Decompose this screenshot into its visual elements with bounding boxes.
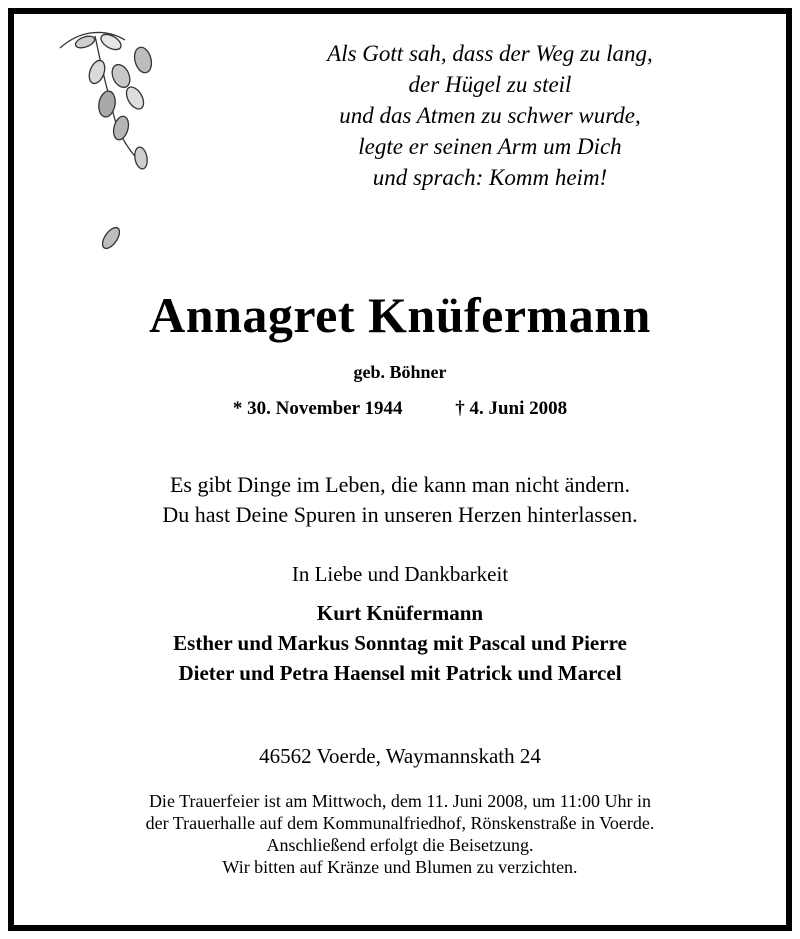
life-dates <box>0 398 800 420</box>
poem-line: und das Atmen zu schwer wurde, <box>339 103 641 128</box>
quote <box>0 470 800 530</box>
mourner-line: Esther und Markus Sonntag mit Pascal und Pierre <box>173 631 627 655</box>
gratitude-line: In Liebe und Dankbarkeit <box>291 562 509 586</box>
mourner-line: Kurt Knüfermann <box>316 601 484 625</box>
birth-date: * 30. November 1944 <box>232 398 403 419</box>
service-line: Wir bitten auf Kränze und Blumen zu verzichten. <box>222 857 578 877</box>
service-info <box>0 790 800 878</box>
quote-line: Du hast Deine Spuren in unseren Herzen hinterlassen. <box>162 502 638 527</box>
leaves-ornament <box>55 20 165 260</box>
service-line: Die Trauerfeier ist am Mittwoch, dem 11. Juni 2008, um 11:00 Uhr in <box>148 791 652 811</box>
poem <box>230 38 750 193</box>
deceased-name: Annagret Knüfermann <box>149 287 651 343</box>
service-line: Anschließend erfolgt die Beisetzung. <box>266 835 534 855</box>
poem-line: Als Gott sah, dass der Weg zu lang, <box>327 41 653 66</box>
address: 46562 Voerde, Waymannskath 24 <box>259 744 541 768</box>
death-date: † 4. Juni 2008 <box>455 398 568 419</box>
service-line: der Trauerhalle auf dem Kommunalfriedhof, Rönskenstraße in Voerde. <box>145 813 655 833</box>
mourner-line: Dieter und Petra Haensel mit Patrick und Marcel <box>178 661 622 685</box>
poem-line: legte er seinen Arm um Dich <box>358 134 622 159</box>
mourners <box>0 598 800 688</box>
poem-line: der Hügel zu steil <box>408 72 572 97</box>
quote-line: Es gibt Dinge im Leben, die kann man nicht ändern. <box>169 472 631 497</box>
maiden-name: geb. Böhner <box>353 362 447 382</box>
poem-line: und sprach: Komm heim! <box>372 165 608 190</box>
